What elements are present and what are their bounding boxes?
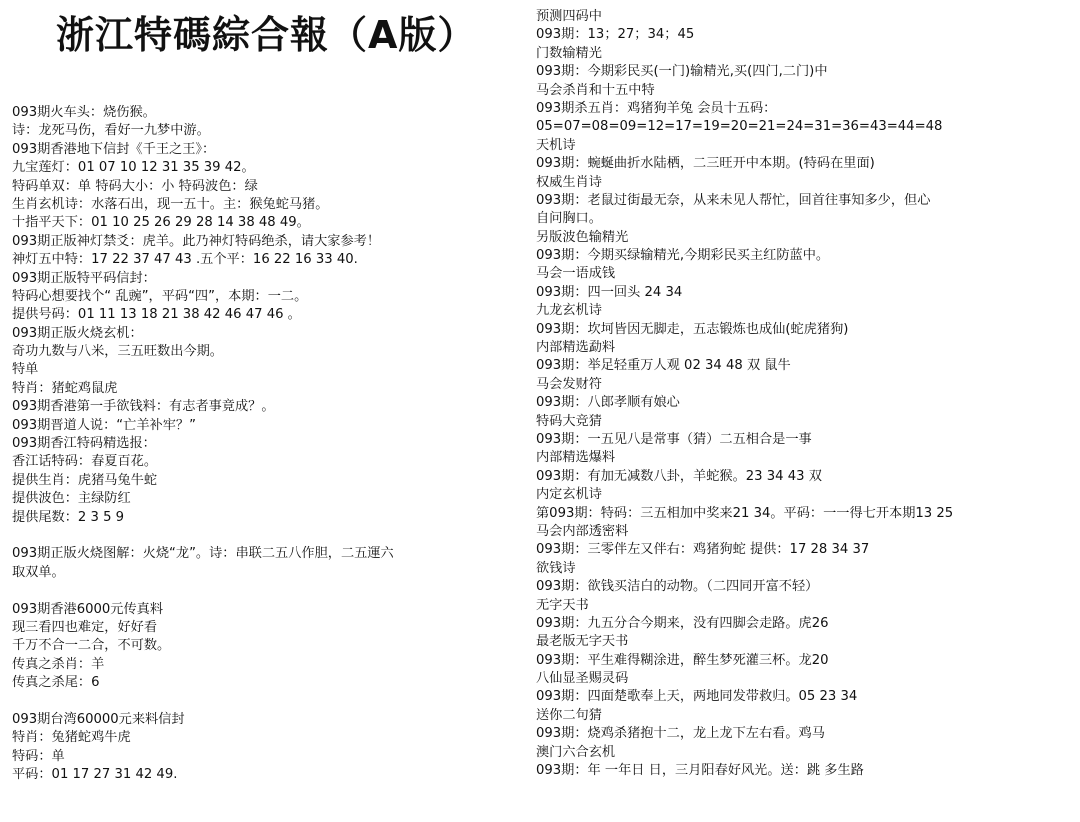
right-text-line: 第093期：特码：三五相加中奖来21 34。平码：一一得七开本期13 25 xyxy=(536,505,954,521)
left-text-line: 特码：单 xyxy=(12,748,65,764)
left-text-line: 特单 xyxy=(12,362,39,378)
right-text-line: 门数输精光 xyxy=(536,45,602,61)
left-blank-line xyxy=(12,582,532,600)
right-text-line: 特码大竞猜 xyxy=(536,413,602,429)
left-text-line: 093期正版火烧玄机： xyxy=(12,325,143,341)
right-text-line: 093期：一五见八是常事（猜）二五相合是一事 xyxy=(536,431,812,447)
left-text-line: 特码心想要找个“ 乱豌”，平码“四”，本期：一二。 xyxy=(12,288,308,304)
right-text-line: 093期：蜿蜒曲折水陆栖，二三旺开中本期。(特码在里面) xyxy=(536,156,875,172)
right-text-line: 093期：坎坷皆因无脚走，五志锻炼也成仙(蛇虎猪狗) xyxy=(536,321,849,337)
left-text-line: 提供波色：主绿防红 xyxy=(12,491,131,507)
left-text-line: 平码：01 17 27 31 42 49. xyxy=(12,767,178,783)
right-text-line: 澳门六合玄机 xyxy=(536,744,616,760)
right-text-line: 093期：举足轻重万人观 02 34 48 双 鼠牛 xyxy=(536,358,791,374)
right-text-line: 内定玄机诗 xyxy=(536,487,602,503)
right-text-line: 093期：老鼠过街最无奈，从来未见人帮忙，回首往事知多少，但心 xyxy=(536,192,931,208)
left-text-line: 取双单。 xyxy=(12,564,65,580)
right-text-line: 093期：13；27；34；45 xyxy=(536,27,695,43)
right-text-line: 093期：烧鸡杀猪抱十二，龙上龙下左右看。鸡马 xyxy=(536,726,825,742)
left-text-line: 现三看四也难定，好好看 xyxy=(12,619,158,635)
left-text-line: 传真之杀肖：羊 xyxy=(12,656,105,672)
right-text-line: 093期：今期买绿输精光,今期彩民买主红防蓝中。 xyxy=(536,248,830,264)
left-text-line: 奇功九数与八米，三五旺数出今期。 xyxy=(12,344,223,360)
left-text-line: 093期香港第一手欲钱料：有志者事竟成？。 xyxy=(12,399,275,415)
left-text-line: 093期晋道人说：“亡羊补牢？” xyxy=(12,417,196,433)
page-title: 浙江特碼綜合報（A版） xyxy=(56,13,477,57)
left-text-line: 香江话特码：春夏百花。 xyxy=(12,454,158,470)
right-text-line: 093期：四面楚歌奉上天，两地同发带救归。05 23 34 xyxy=(536,689,858,705)
right-text-line: 九龙玄机诗 xyxy=(536,303,602,319)
left-blank-line xyxy=(12,527,532,545)
left-text-line: 093期火车头：烧伤猴。 xyxy=(12,105,156,120)
right-text-line: 093期：九五分合今期来，没有四脚会走路。虎26 xyxy=(536,615,829,631)
right-text-line: 093期：八郎孝顺有娘心 xyxy=(536,395,680,411)
right-text-line: 马会杀肖和十五中特 xyxy=(536,82,655,98)
right-text-line: 093期：平生难得糊涂进，醉生梦死灌三杯。龙20 xyxy=(536,652,829,668)
right-text-line: 权威生肖诗 xyxy=(536,174,602,190)
left-text-line: 九宝莲灯：01 07 10 12 31 35 39 42。 xyxy=(12,160,255,176)
left-text-line: 093期正版神灯禁爻：虎羊。此乃神灯特码绝杀，请大家参考！ xyxy=(12,233,381,249)
right-text-line: 送你二句猜 xyxy=(536,707,602,723)
right-text-line: 马会一语成钱 xyxy=(536,266,616,282)
left-column xyxy=(12,104,532,784)
left-text-line: 生肖玄机诗：水落石出，现一五十。主：猴兔蛇马猪。 xyxy=(12,196,329,212)
left-text-line: 093期台湾60000元来料信封 xyxy=(12,711,185,727)
left-blank-line xyxy=(12,693,532,711)
right-text-line: 093期：四一回头 24 34 xyxy=(536,284,683,300)
right-text-line: 马会发财符 xyxy=(536,376,602,392)
left-text-line: 特码单双：单 特码大小：小 特码波色：绿 xyxy=(12,178,258,194)
right-text-line: 093期：今期彩民买(一门)输精光,买(四门,二门)中 xyxy=(536,64,828,80)
left-text-line: 093期正版特平码信封： xyxy=(12,270,156,286)
right-text-line: 马会内部透密料 xyxy=(536,523,629,539)
left-text-line: 提供生肖：虎猪马兔牛蛇 xyxy=(12,472,158,488)
left-text-line: 提供号码：01 11 13 18 21 38 42 46 47 46 。 xyxy=(12,307,301,323)
right-text-line: 欲钱诗 xyxy=(536,560,576,576)
left-text-line: 诗：龙死马伤，看好一九梦中游。 xyxy=(12,123,210,139)
left-text-line: 提供尾数：2 3 5 9 xyxy=(12,509,125,525)
right-text-line: 最老版无字天书 xyxy=(536,634,629,650)
right-text-line: 自问胸口。 xyxy=(536,211,602,227)
right-text-line: 八仙显圣赐灵码 xyxy=(536,671,629,687)
right-text-line: 093期：有加无减数八卦，羊蛇猴。23 34 43 双 xyxy=(536,468,822,484)
right-text-line: 093期：三零伴左又伴右：鸡猪狗蛇 提供：17 28 34 37 xyxy=(536,542,870,558)
left-text-line: 093期正版火烧图解：火烧“龙”。诗：串联二五八作胆，二五運六 xyxy=(12,546,394,562)
right-text-line: 05=07=08=09=12=17=19=20=21=24=31=36=43=44=48 xyxy=(536,119,943,135)
right-text-line: 093期杀五肖：鸡猪狗羊兔 会员十五码： xyxy=(536,100,777,116)
left-text-line: 十指平天下：01 10 25 26 29 28 14 38 48 49。 xyxy=(12,215,310,231)
right-column xyxy=(536,8,1066,780)
right-text-line: 另版波色输精光 xyxy=(536,229,629,245)
right-text-line: 预测四码中 xyxy=(536,9,602,24)
left-text-line: 特肖：猪蛇鸡鼠虎 xyxy=(12,380,118,396)
left-text-line: 神灯五中特：17 22 37 47 43 .五个平：16 22 16 33 40. xyxy=(12,252,358,268)
left-text-line: 093期香江特码精选报： xyxy=(12,436,156,452)
right-text-line: 天机诗 xyxy=(536,137,576,153)
left-text-line: 千万不合一二合，不可数。 xyxy=(12,638,171,654)
left-text-line: 093期香港地下信封《千王之王》： xyxy=(12,141,216,157)
left-text-line: 093期香港6000元传真料 xyxy=(12,601,164,617)
left-text-line: 传真之杀尾：6 xyxy=(12,675,100,691)
right-text-line: 内部精选勐料 xyxy=(536,340,616,356)
right-text-line: 093期：年 一年日 日，三月阳春好风光。送：跳 多生路 xyxy=(536,763,864,779)
right-text-line: 无字天书 xyxy=(536,597,589,613)
left-text-line: 特肖：兔猪蛇鸡牛虎 xyxy=(12,730,131,746)
right-text-line: 093期：欲钱买洁白的动物。（二四同开富不轻） xyxy=(536,579,819,595)
right-text-line: 内部精选爆料 xyxy=(536,450,616,466)
